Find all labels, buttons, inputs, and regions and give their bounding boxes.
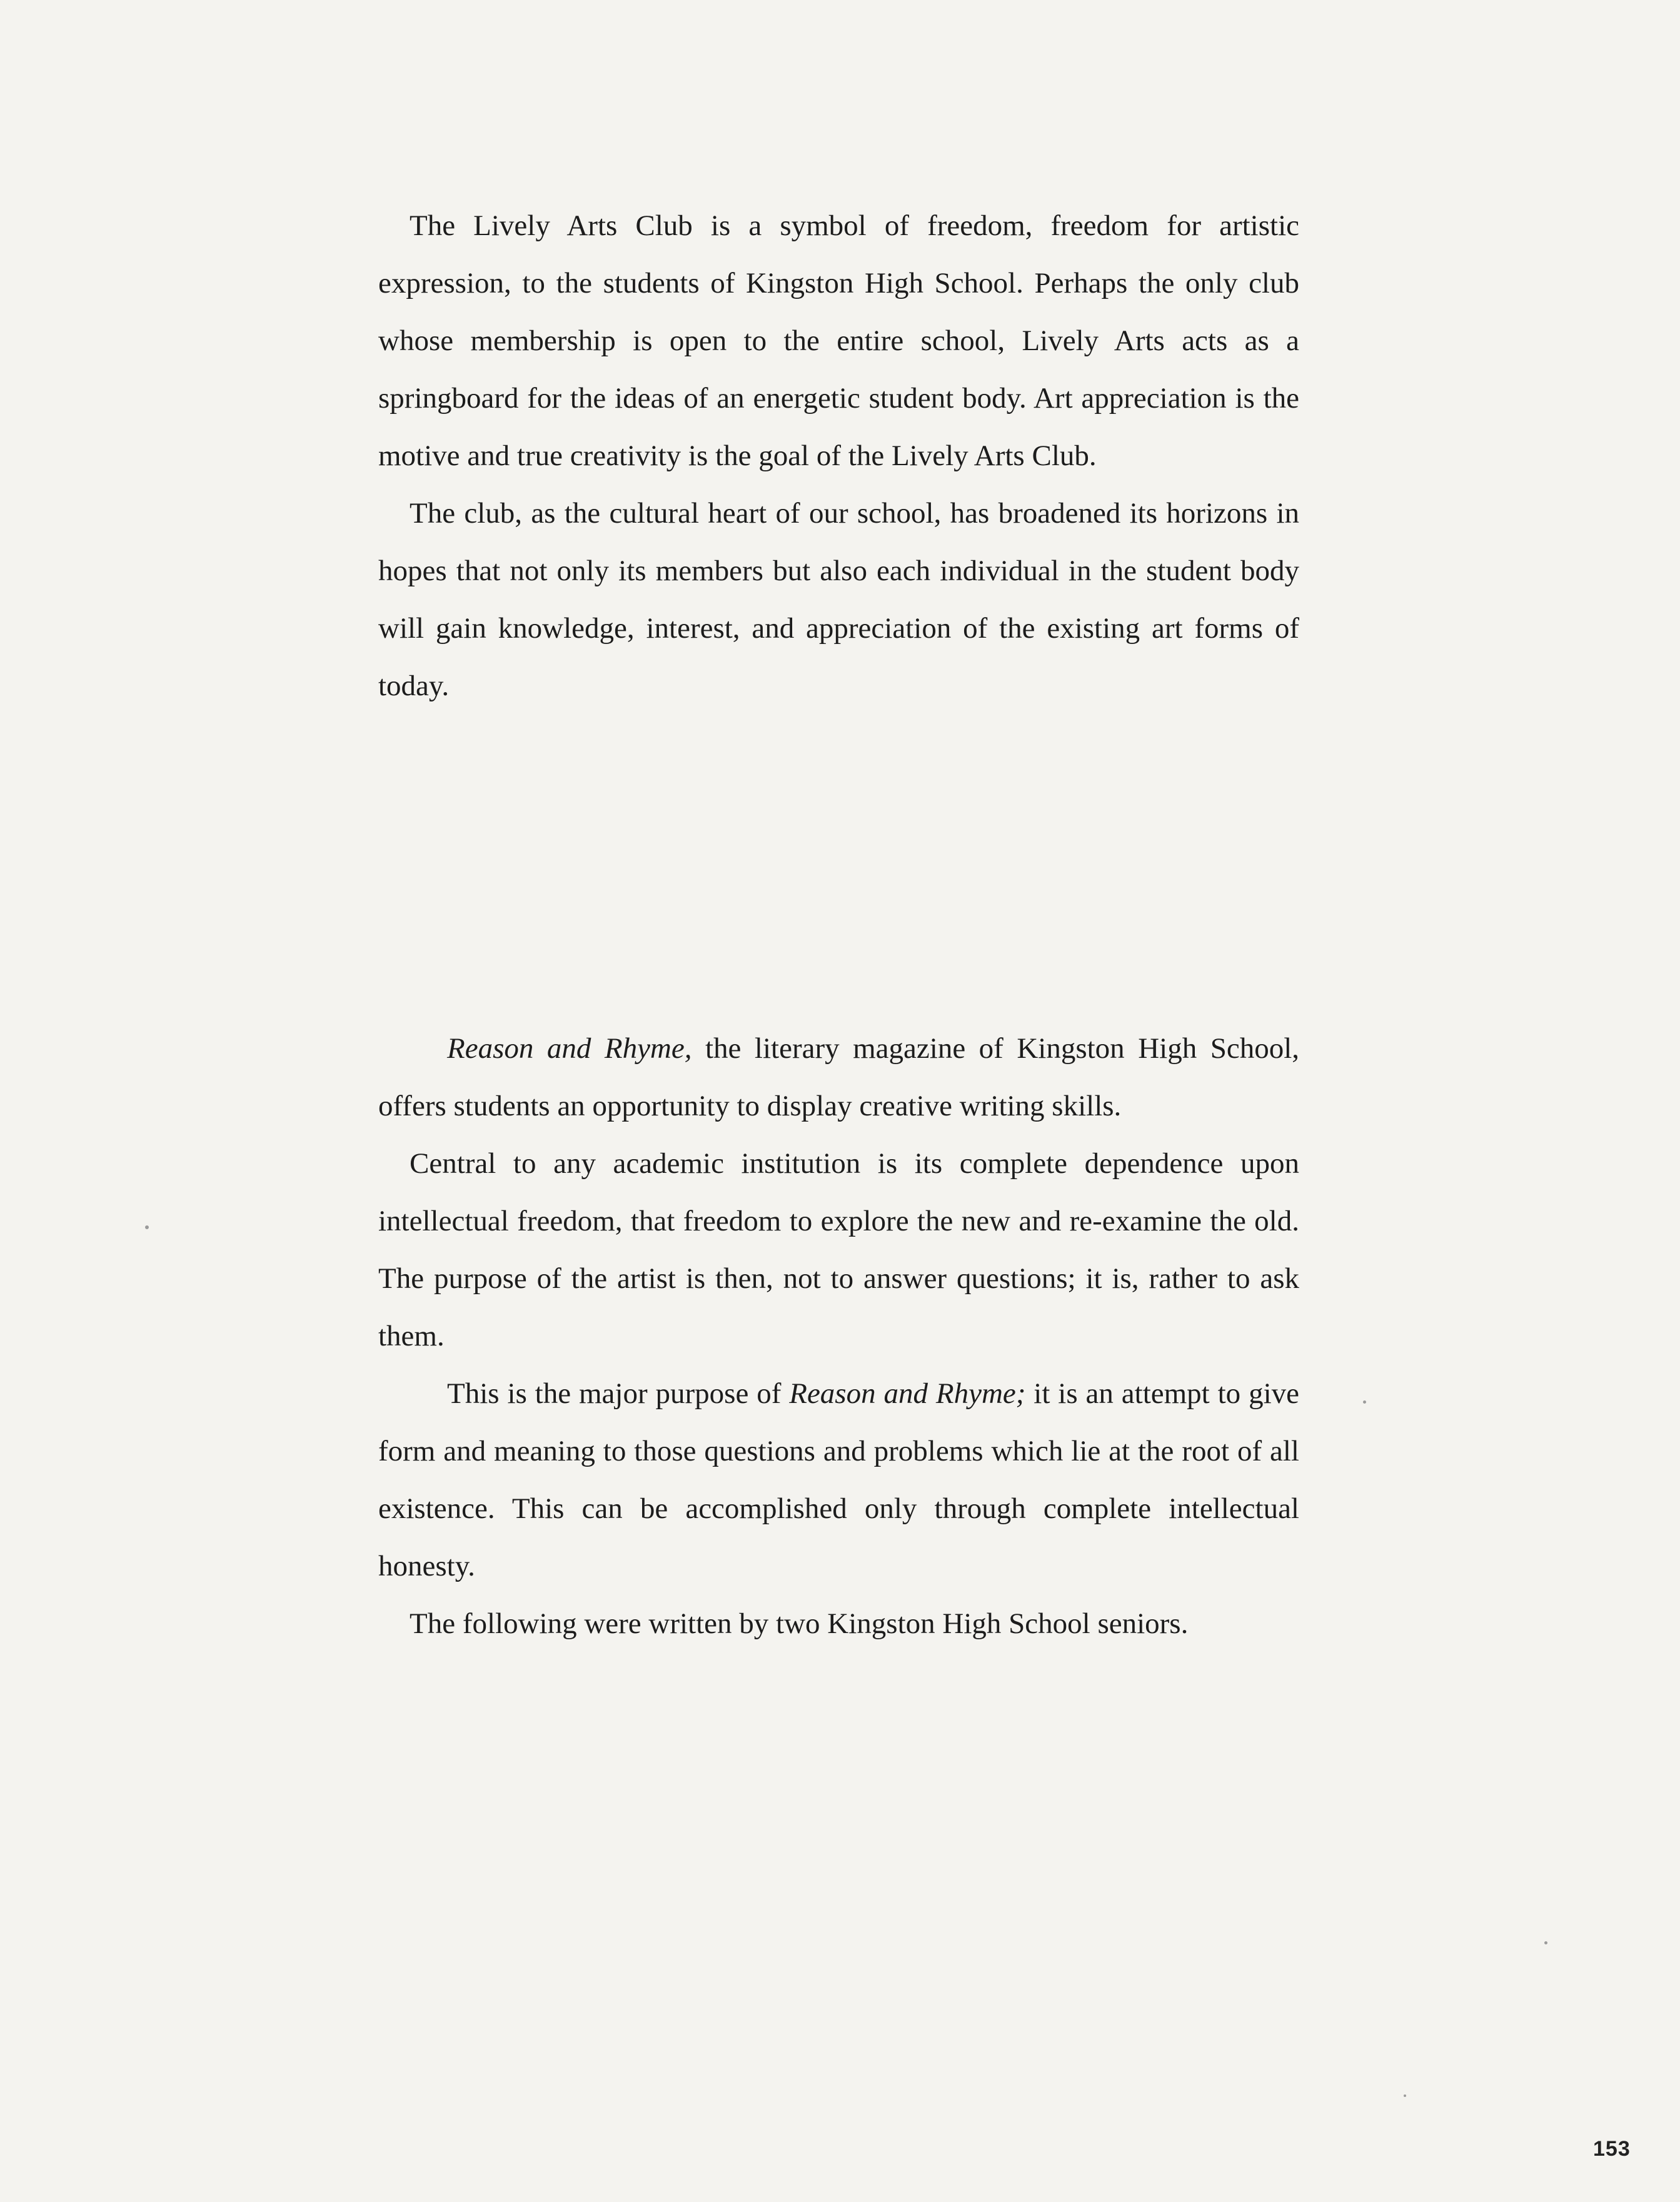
- lively-arts-section: [378, 197, 1299, 715]
- magazine-title-inline: Reason and Rhyme;: [789, 1377, 1026, 1410]
- print-speck: [1544, 1941, 1547, 1944]
- intro-text: the literary magazine of Kingston High School, offers students an opportunity to display creative writing skills.: [378, 1032, 1299, 1122]
- print-speck: [1363, 1400, 1366, 1404]
- page-number: 153: [1593, 2137, 1631, 2161]
- reason-and-rhyme-intro: [378, 1020, 1299, 1135]
- paragraph-3-text-start: This is the major purpose of: [447, 1377, 790, 1410]
- print-speck: [1404, 2094, 1406, 2097]
- paragraph-3-text-end: it is an attempt to give form and meaning to those questions and problems which lie at the root of all existence. This can be accomplished only through complete intellectual honesty.: [378, 1377, 1299, 1582]
- lively-arts-paragraph-2: The club, as the cultural heart of our school, has broadened its horizons in hopes that not only its members but also each individual in the student body will gain knowledge, interest, and appreciation of the existing art forms of today.: [378, 497, 1299, 702]
- reason-and-rhyme-paragraph-4: The following were written by two Kingston High School seniors.: [410, 1607, 1189, 1640]
- reason-and-rhyme-paragraph-3: [378, 1365, 1299, 1595]
- reason-and-rhyme-paragraph-2: Central to any academic institution is its complete dependence upon intellectual freedom, that freedom to explore the new and re-examine the old. The purpose of the artist is then, not to answer questions; it is, rather to ask them.: [378, 1147, 1299, 1352]
- reason-and-rhyme-section: [378, 1020, 1299, 1652]
- magazine-title: Reason and Rhyme,: [447, 1032, 692, 1065]
- lively-arts-paragraph-1: The Lively Arts Club is a symbol of freedom, freedom for artistic expression, to the students of Kingston High School. Perhaps the only club whose membership is open to the entire school, Lively Arts acts as a springboard for the ideas of an energetic student body. Art appreciation is the motive and true creativity is the goal of the Lively Arts Club.: [378, 209, 1299, 472]
- print-speck: [145, 1225, 149, 1229]
